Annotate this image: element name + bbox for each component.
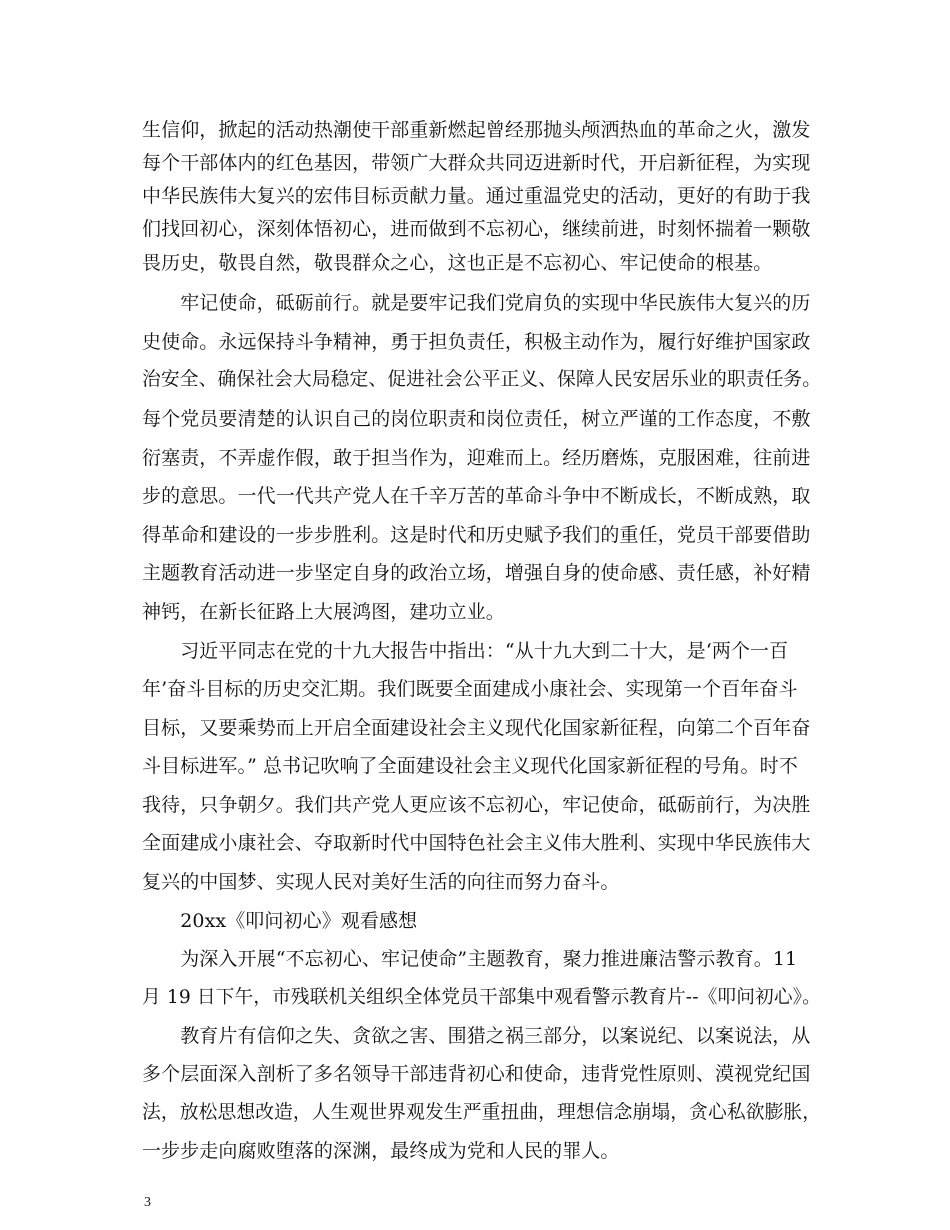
text-line: 目标，又要乘势而上开启全面建设社会主义现代化国家新征程，向第二个百年奋 bbox=[142, 717, 811, 739]
text-line: 畏历史，敬畏自然，敬畏群众之心，这也正是不忘初心、牢记使命的根基。 bbox=[142, 252, 773, 274]
text-line: 们找回初心，深刻体悟初心，进而做到不忘初心，继续前进，时刻怀揣着一颗敬 bbox=[142, 218, 811, 240]
text-line: 每个党员要清楚的认识自己的岗位职责和岗位责任，树立严谨的工作态度，不敷 bbox=[142, 408, 811, 430]
text-line: 主题教育活动进一步坚定自身的政治立场，增强自身的使命感、责任感，补好精 bbox=[142, 562, 811, 584]
text-line: 牢记使命，砥砺前行。就是要牢记我们党肩负的实现中华民族伟大复兴的历 bbox=[142, 292, 811, 314]
text-line: 月 19 日下午，市残联机关组织全体党员干部集中观看警示教育片--《叩问初心》。 bbox=[142, 987, 821, 1008]
text-line: 步的意思。一代一代共产党人在千辛万苦的革命斗争中不断成长，不断成熟，取 bbox=[142, 485, 811, 507]
text-line: 每个干部体内的红色基因，带领广大群众共同迈进新时代，开启新征程，为实现 bbox=[142, 152, 811, 174]
text-line: 全面建成小康社会、夺取新时代中国特色社会主义伟大胜利、实现中华民族伟大 bbox=[142, 832, 811, 854]
text-line: 为深入开展“不忘初心、牢记使命”主题教育，聚力推进廉洁警示教育。11 bbox=[142, 948, 798, 970]
text-line: 法，放松思想改造，人生观世界观发生严重扭曲，理想信念崩塌，贪心私欲膨胀， bbox=[142, 1102, 822, 1123]
text-line: 年’奋斗目标的历史交汇期。我们既要全面建成小康社会、实现第一个百年奋斗 bbox=[142, 678, 798, 700]
text-line: 斗目标进军。” 总书记吹响了全面建设社会主义现代化国家新征程的号角。时不 bbox=[142, 755, 798, 777]
text-line: 我待，只争朝夕。我们共产党人更应该不忘初心，牢记使命，砥砺前行，为决胜 bbox=[142, 794, 811, 816]
text-line: 多个层面深入剖析了多名领导干部违背初心和使命，违背党性原则、漠视党纪国 bbox=[142, 1063, 811, 1085]
text-line: 史使命。永远保持斗争精神，勇于担负责任，积极主动作为，履行好维护国家政 bbox=[142, 331, 811, 353]
text-line: 习近平同志在党的十九大报告中指出：“从十九大到二十大，是‘两个一百 bbox=[142, 640, 789, 662]
text-line: 一步步走向腐败堕落的深渊，最终成为党和人民的罪人。 bbox=[142, 1140, 620, 1162]
section-heading: 20xx《叩问初心》观看感想 bbox=[142, 910, 418, 932]
text-line: 治安全、确保社会大局稳定、促进社会公平正义、保障人民安居乐业的职责任务。 bbox=[142, 369, 822, 390]
text-line: 生信仰，掀起的活动热潮使干部重新燃起曾经那抛头颅洒热血的革命之火，激发 bbox=[142, 119, 811, 141]
text-line: 中华民族伟大复兴的宏伟目标贡献力量。通过重温党史的活动，更好的有助于我 bbox=[142, 185, 811, 207]
text-line: 神钙，在新长征路上大展鸿图，建功立业。 bbox=[142, 601, 505, 623]
text-line: 得革命和建设的一步步胜利。这是时代和历史赋予我们的重任，党员干部要借助 bbox=[142, 524, 811, 546]
page-number: 3 bbox=[144, 1195, 151, 1210]
text-line: 教育片有信仰之失、贪欲之害、围猎之祸三部分，以案说纪、以案说法，从 bbox=[142, 1025, 811, 1047]
text-line: 衍塞责，不弄虚作假，敢于担当作为，迎难而上。经历磨炼，克服困难，往前进 bbox=[142, 447, 811, 469]
text-line: 复兴的中国梦、实现人民对美好生活的向往而努力奋斗。 bbox=[142, 871, 620, 893]
